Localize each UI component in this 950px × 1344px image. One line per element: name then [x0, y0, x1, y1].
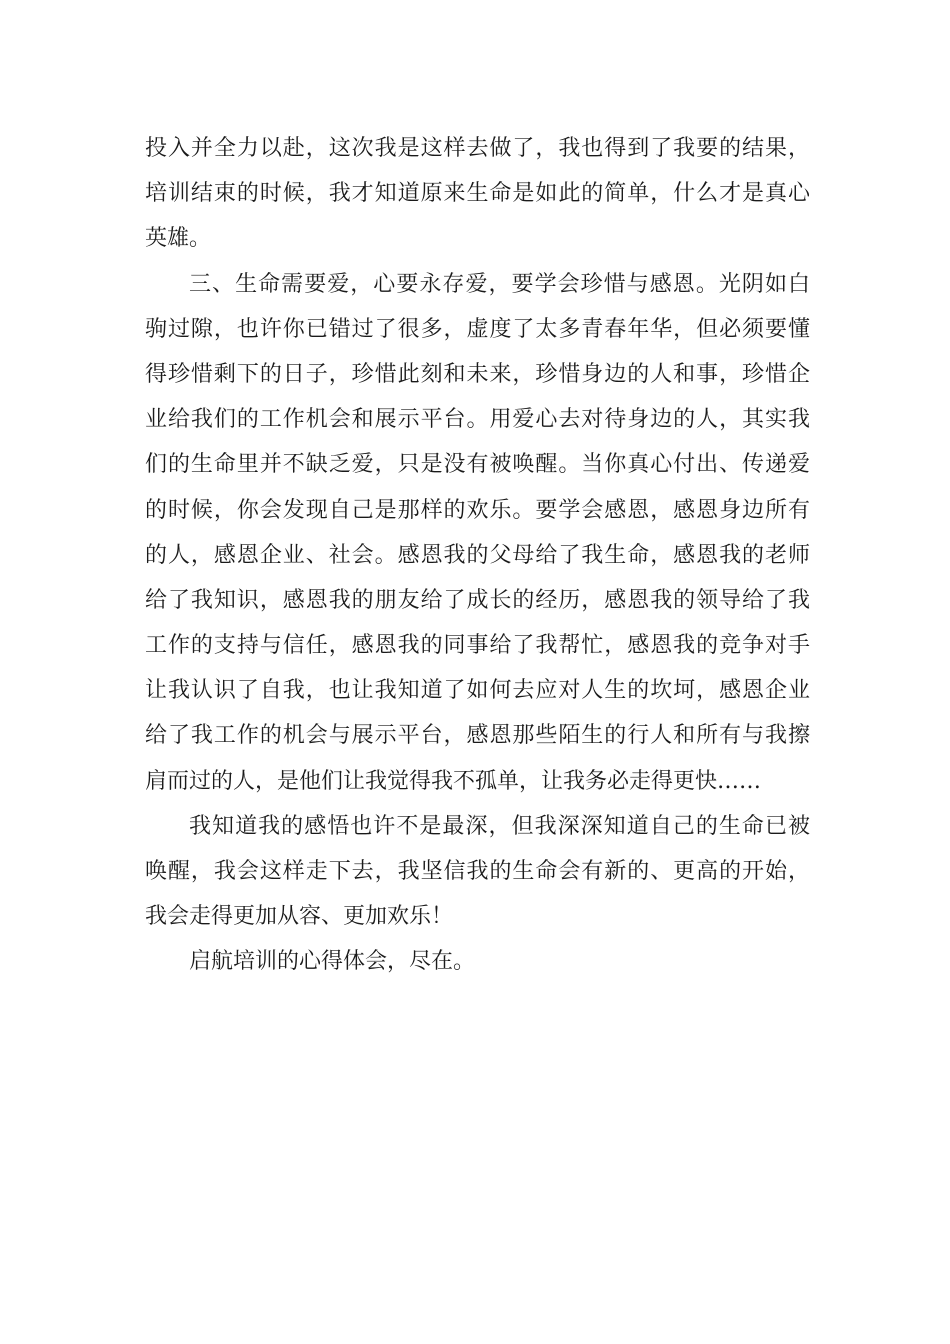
document-body: [145, 126, 810, 985]
paragraph-line: 投入并全力以赴，这次我是这样去做了，我也得到了我要的结果，: [145, 136, 810, 161]
paragraph-line: 的时候，你会发现自己是那样的欢乐。要学会感恩，感恩身边所有: [145, 497, 810, 523]
paragraph-line: 培训结束的时候，我才知道原来生命是如此的简单，什么才是真心: [145, 181, 810, 207]
paragraph-line: 三、生命需要爱，心要永存爱，要学会珍惜与感恩。光阴如白: [189, 271, 810, 297]
paragraph-line: 我会走得更加从容、更加欢乐！: [145, 904, 454, 930]
paragraph-1: [145, 126, 810, 262]
paragraph-line: 让我认识了自我，也让我知道了如何去应对人生的坎坷，感恩企业: [145, 678, 810, 704]
paragraph-line: 给了我知识，感恩我的朋友给了成长的经历，感恩我的领导给了我: [145, 587, 810, 613]
paragraph-line: 业给我们的工作机会和展示平台。用爱心去对待身边的人，其实我: [145, 407, 810, 433]
paragraph-2: [145, 262, 810, 804]
paragraph-line: 我知道我的感悟也许不是最深，但我深深知道自己的生命已被: [189, 813, 810, 839]
paragraph-line: 工作的支持与信任，感恩我的同事给了我帮忙，感恩我的竞争对手: [145, 633, 810, 659]
paragraph-line: 驹过隙，也许你已错过了很多，虚度了太多青春年华，但必须要懂: [145, 316, 810, 342]
paragraph-line: 的人，感恩企业、社会。感恩我的父母给了我生命，感恩我的老师: [145, 542, 810, 568]
paragraph-line: 启航培训的心得体会，尽在。: [189, 949, 476, 975]
paragraph-4: [145, 939, 810, 984]
paragraph-line: 们的生命里并不缺乏爱，只是没有被唤醒。当你真心付出、传递爱: [145, 452, 810, 478]
paragraph-line: 肩而过的人，是他们让我觉得我不孤单，让我务必走得更快……: [145, 768, 762, 794]
paragraph-line: 英雄。: [145, 226, 212, 252]
paragraph-line: 得珍惜剩下的日子，珍惜此刻和未来，珍惜身边的人和事，珍惜企: [145, 361, 810, 387]
paragraph-line: 唤醒，我会这样走下去，我坚信我的生命会有新的、更高的开始，: [145, 859, 810, 884]
paragraph-line: 给了我工作的机会与展示平台，感恩那些陌生的行人和所有与我擦: [145, 723, 810, 749]
paragraph-3: [145, 804, 810, 940]
